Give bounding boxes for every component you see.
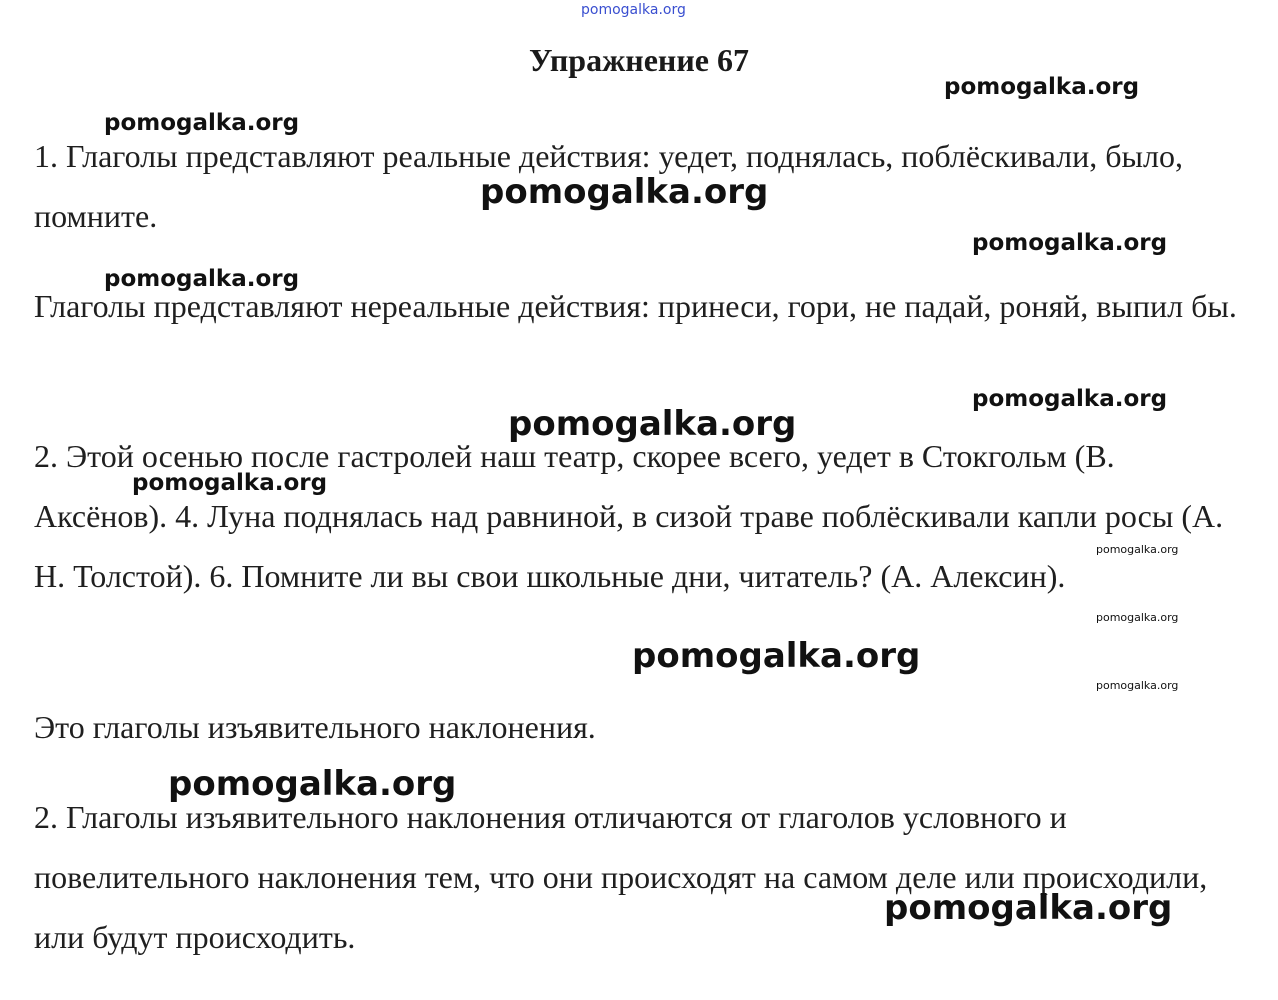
watermark: pomogalka.org [632,636,921,676]
watermark: pomogalka.org [480,172,769,212]
watermark: pomogalka.org [581,2,686,18]
watermark: pomogalka.org [1096,679,1179,692]
watermark: pomogalka.org [132,470,328,496]
paragraph-examples: 2. Этой осенью после гастролей наш театр, скорее всего, уедет в Стокгольм (В. Аксёнов). 4. Луна поднялась над равниной, в сизой траве поблёскивали капли росы (А. Н. Толстой). 6. Помните ли вы свои школьные дни, читатель? (А. Алексин). [34,438,1224,594]
watermark: pomogalka.org [972,230,1168,256]
watermark: pomogalka.org [104,266,300,292]
watermark: pomogalka.org [1096,611,1179,624]
watermark: pomogalka.org [1096,543,1179,556]
watermark: pomogalka.org [104,110,300,136]
watermark: pomogalka.org [944,74,1140,100]
paragraph-conclusion: 2. Глаголы изъявительного наклонения отличаются от глаголов условного и повелительного наклонения тем, что они происходят на самом деле или происходили, или будут происходить. [34,799,1208,955]
paragraph-real-actions: 1. Глаголы представляют реальные действия: уедет, поднялась, поблёскивали, было, помните. [34,138,1183,234]
watermark: pomogalka.org [972,386,1168,412]
paragraph-mood-statement: Это глаголы изъявительного наклонения. [34,709,596,745]
paragraph-unreal-actions: Глаголы представляют нереальные действия: принеси, гори, не падай, роняй, выпил бы. [34,288,1237,324]
page-title: Упражнение 67 [528,42,749,78]
watermark: pomogalka.org [508,404,797,444]
watermark: pomogalka.org [168,764,457,804]
watermark: pomogalka.org [884,888,1173,928]
